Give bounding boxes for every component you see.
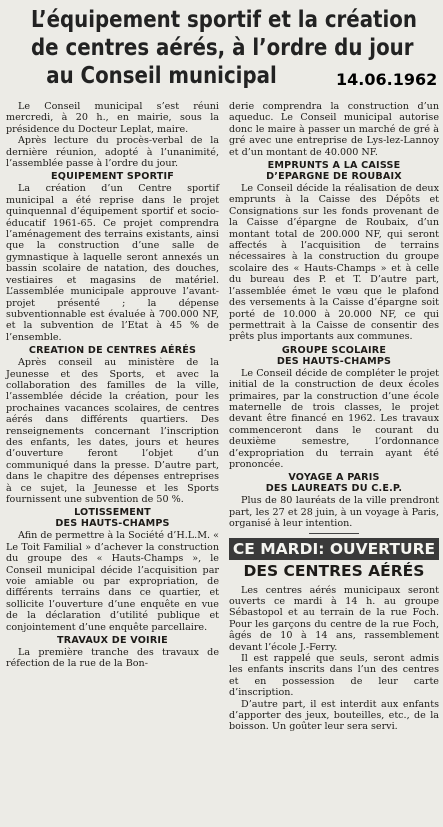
section-heading: TRAVAUX DE VOIRIE — [57, 635, 168, 647]
date-stamp: 14.06.1962 — [336, 70, 438, 89]
announcement-text: Les centres aérés municipaux seront ouverts ce mardi à 14 h. au groupe Sébastopol et au terrain de la rue Foch. Pour les garçons du centre de la rue Foch, âgés de 10 à 14 ans, rassemblement devant l’école J.-Ferry. — [229, 584, 439, 653]
intro-paragraph: Le Conseil municipal s’est réuni mercredi, à 20 h., en mairie, sous la présidence du Docteur Leplat, maire. — [6, 101, 219, 135]
headline-line-1: L’équipement sportif et la création — [31, 7, 417, 33]
section-heading: DES HAUTS-CHAMPS — [55, 518, 170, 530]
announcement-text: Il est rappelé que seuls, seront admis les enfants inscrits dans l’un des centres et en possession de leur carte d’inscription. — [229, 653, 439, 699]
divider — [309, 533, 359, 534]
announcement-title: DES CENTRES AÉRÉS — [243, 561, 425, 580]
section-heading: EQUIPEMENT SPORTIF — [51, 171, 174, 183]
section-heading: EMPRUNTS A LA CAISSE — [267, 160, 401, 172]
headline-line-2: de centres aérés, à l’ordre du jour — [31, 35, 414, 61]
section-text: La première tranche des travaux de réfection de la rue de la Bon- — [6, 647, 219, 670]
section-text: Le Conseil décide la réalisation de deux emprunts à la Caisse des Dépôts et Consignations sur les fonds provenant de la Caisse d’épargne de Roubaix, d’un montant total de 200.000 NF, qui seront affectés à l’acquisition de terrains nécessaires à la construction du groupe scolaire des « Hauts-Champs » et à celle du bureau des P. et T. D’autre part, l’assemblée émet le vœu que le plafond des versements à la Caisse d’épargne soit porté de 10.000 à 20.000 NF, ce qui permettrait à la Caisse de consentir des prêts plus importants aux communes. — [229, 183, 439, 343]
section-heading: DES LAUREATS DU C.E.P. — [265, 483, 403, 495]
section-heading: VOYAGE A PARIS — [288, 472, 380, 484]
left-column — [6, 101, 219, 670]
announcement-title-banner: CE MARDI: OUVERTURE — [229, 538, 439, 560]
section-text: Afin de permettre à la Société d’H.L.M. « Le Toit Familial » d’achever la construction du groupe des « Hauts-Champs », le Conseil municipal décide l’acquisition par voie amiable ou par expropriation, de différents terrains dans ce quartier, et sollicite l’ouverture d’une enquête en vue de la déclaration d’utilité publique et conjointement d’une enquête parcellaire. — [6, 530, 219, 633]
section-text: Après conseil au ministère de la Jeunesse et des Sports, et avec la collaboration des familles de la ville, l’assemblée décide la création, pour les prochaines vacances scolaires, de centres aérés dans différents quartiers. Des renseignements concernant l’inscription des enfants, les dates, jours et heures d’ouverture feront l’objet d’un communiqué dans la presse. D’autre part, dans le chapitre des dépenses entreprises à ce sujet, la Jeunesse et les Sports fournissent une subvention de 50 %. — [6, 357, 219, 505]
intro-paragraph: Après lecture du procès-verbal de la dernière réunion, adopté à l’unanimité, l’assemblée passe à l’ordre du jour. — [6, 135, 219, 170]
section-heading: LOTISSEMENT — [74, 507, 151, 519]
announcement-text: D’autre part, il est interdit aux enfants d’apporter des jeux, bouteilles, etc., de la boisson. Un goûter leur sera servi. — [229, 698, 439, 733]
right-column — [229, 101, 439, 733]
section-heading: GROUPE SCOLAIRE — [281, 344, 387, 356]
section-text: La création d’un Centre sportif municipal a été reprise dans le projet quinquennal d’équipement sportif et socio-éducatif 1961-65. Ce projet comprendra l’aménagement des terrains existants, ainsi que la construction d’une salle de gymnastique à laquelle seront annexés un bassin scolaire de natation, des douches, vestiaires et magasins de matériel. L’assemblée municipale approuve l’avant-projet présenté ; la dépense subventionnable est évaluée à 700.000 NF, et la subvention de l’Etat à 45 % de l’ensemble. — [6, 183, 219, 343]
continued-text: derie comprendra la construction d’un aqueduc. Le Conseil municipal autorise donc le maire à passer un marché de gré à gré avec une entreprise de Lys-lez-Lannoy et d’un montant de 40.000 NF. — [229, 101, 439, 158]
section-heading: D’EPARGNE DE ROUBAIX — [266, 171, 402, 183]
headline-line-3: au Conseil municipal — [46, 63, 277, 89]
section-heading: DES HAUTS-CHAMPS — [276, 355, 392, 367]
section-text: Le Conseil décide de compléter le projet initial de la construction de deux écoles primaires, par la construction d’une école maternelle de trois classes, le projet devant être financé en 1962. Les travaux commenceront dans le courant du deuxième semestre, l’ordonnance d’expropriation du terrain ayant été prononcée. — [229, 367, 439, 470]
section-heading: CREATION DE CENTRES AÉRÉS — [28, 345, 197, 357]
section-text: Plus de 80 lauréats de la ville prendront part, les 27 et 28 juin, à un voyage à Paris, organisé à leur intention. — [229, 495, 439, 530]
